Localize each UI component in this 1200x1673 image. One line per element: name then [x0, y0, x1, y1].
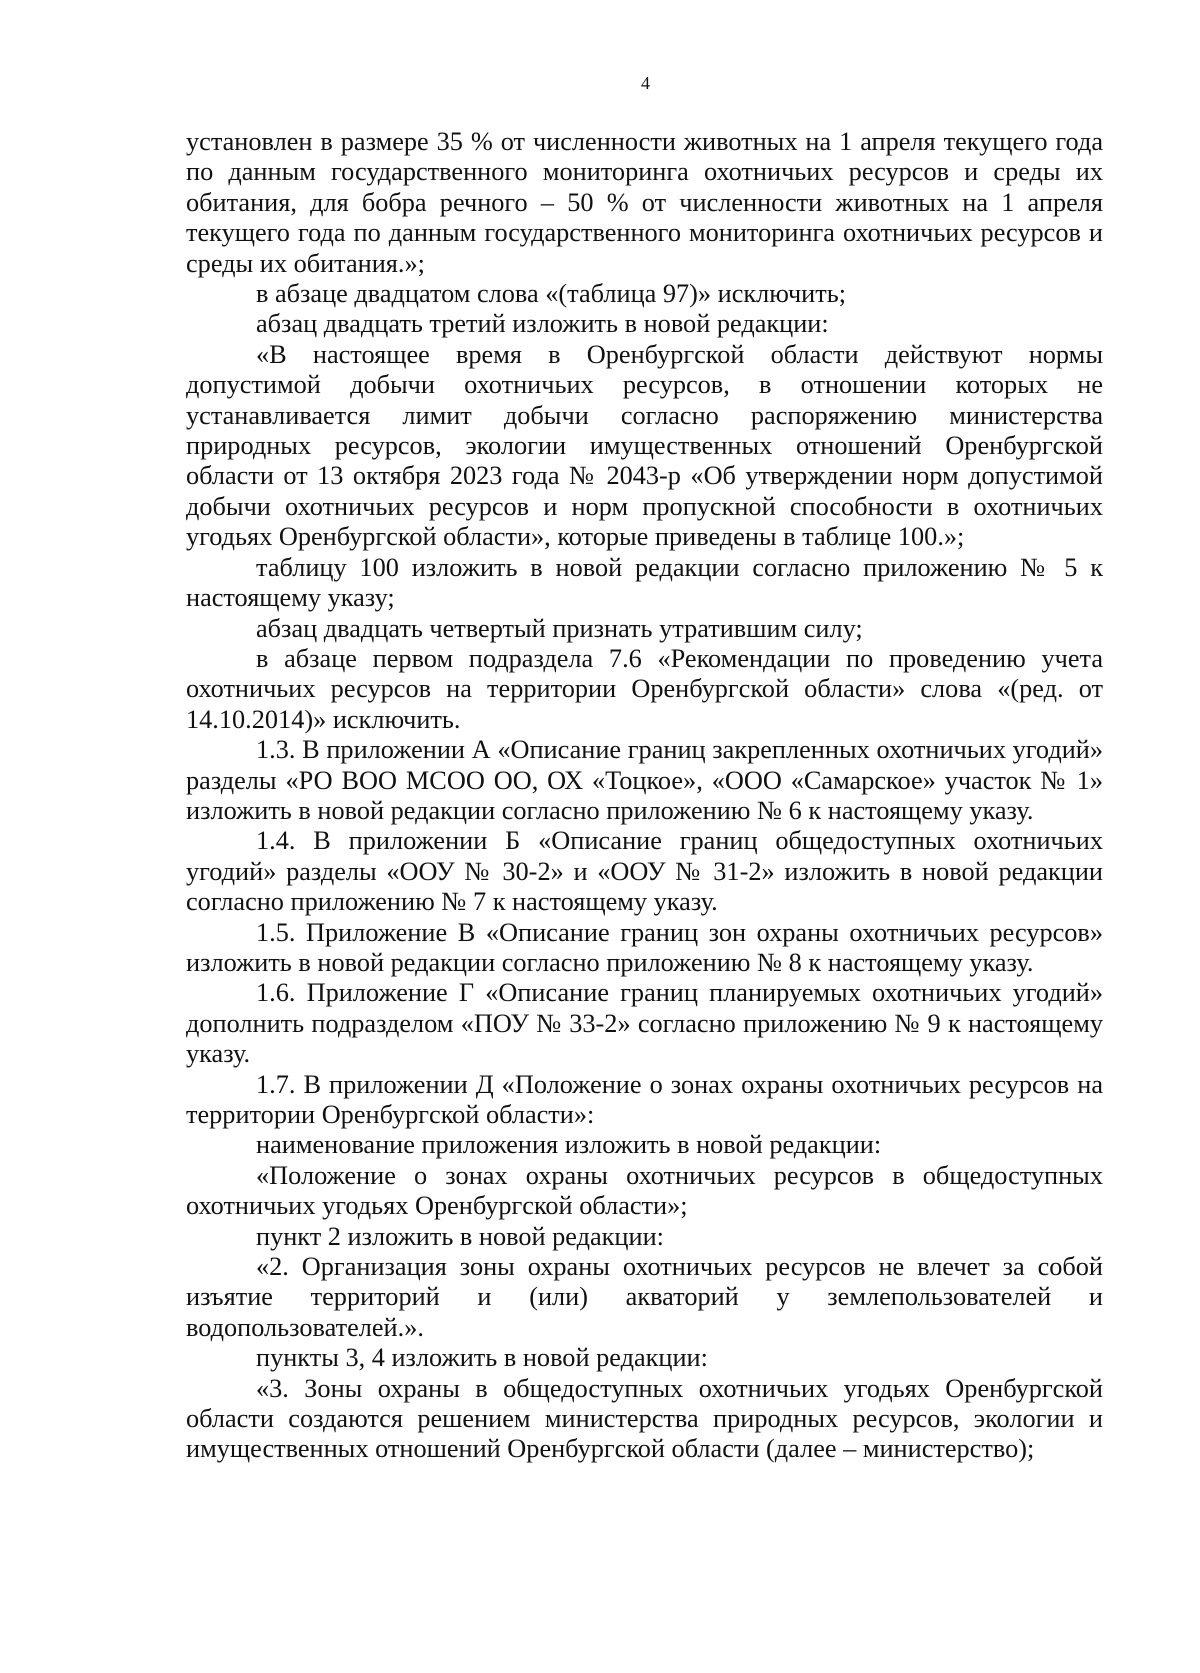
paragraph: «3. Зоны охраны в общедоступных охотничьих угодьях Оренбургской области создаются решением министерства природных ресурсов, экологии и имущественных отношений Оренбургской области (далее – министерство);: [186, 1373, 1103, 1464]
paragraph: «2. Организация зоны охраны охотничьих ресурсов не влечет за собой изъятие территорий и (или) акваторий у землепользователей и водопользователей.».: [186, 1252, 1103, 1342]
paragraph: в абзаце двадцатом слова «(таблица 97)» исключить;: [256, 279, 847, 309]
paragraph: наименование приложения изложить в новой редакции:: [256, 1130, 882, 1160]
paragraph: 1.5. Приложение В «Описание границ зон охраны охотничьих ресурсов» изложить в новой редакции согласно приложению № 8 к настоящему указу.: [186, 917, 1103, 977]
paragraph: 1.3. В приложении А «Описание границ закрепленных охотничьих угодий» разделы «РО ВОО МСОО ОО, ОХ «Тоцкое», «ООО «Самарское» участок № 1» изложить в новой редакции согласно приложению № 6 к настоящему указу.: [186, 735, 1103, 825]
paragraph: 1.4. В приложении Б «Описание границ общедоступных охотничьих угодий» разделы «ООУ № 30-2» и «ООУ № 31-2» изложить в новой редакции согласно приложению № 7 к настоящему указу.: [186, 826, 1103, 917]
paragraph: пункты 3, 4 изложить в новой редакции:: [256, 1343, 708, 1373]
paragraph: «В настоящее время в Оренбургской области действуют нормы допустимой добычи охотничьих ресурсов, в отношении которых не устанавливается лимит добычи согласно распоряжению министерства природных ресурсов, экологии имущественных отношений Оренбургской области от 13 октября 2023 года № 2043-р «Об утверждении норм допустимой добычи охотничьих ресурсов и норм пропускной способности в охотничьих угодьях Оренбургской области», которые приведены в таблице 100.»;: [186, 339, 1103, 552]
paragraph: в абзаце первом подраздела 7.6 «Рекомендации по проведению учета охотничьих ресурсов на территории Оренбургской области» слова «(ред. от 14.10.2014)» исключить.: [186, 643, 1103, 734]
paragraph: пункт 2 изложить в новой редакции:: [256, 1221, 664, 1251]
document-body: [186, 127, 1103, 1465]
paragraph: 1.6. Приложение Г «Описание границ планируемых охотничьих угодий» дополнить подразделом «ПОУ № 33-2» согласно приложению № 9 к настоящему указу.: [186, 978, 1103, 1069]
paragraph: абзац двадцать четвертый признать утратившим силу;: [256, 613, 863, 643]
paragraph: абзац двадцать третий изложить в новой редакции:: [256, 309, 829, 339]
paragraph: «Положение о зонах охраны охотничьих ресурсов в общедоступных охотничьих угодьях Оренбургской области»;: [186, 1160, 1103, 1221]
paragraph: таблицу 100 изложить в новой редакции согласно приложению № 5 к настоящему указу;: [186, 552, 1103, 613]
page-number: 4: [641, 73, 650, 93]
paragraph: установлен в размере 35 % от численности животных на 1 апреля текущего года по данным государственного мониторинга охотничьих ресурсов и среды их обитания, для бобра речного – 50 % от численности животных на 1 апреля текущего года по данным государственного мониторинга охотничьих ресурсов и среды их обитания.»;: [186, 127, 1103, 278]
paragraph: 1.7. В приложении Д «Положение о зонах охраны охотничьих ресурсов на территории Оренбургской области»:: [186, 1069, 1103, 1129]
